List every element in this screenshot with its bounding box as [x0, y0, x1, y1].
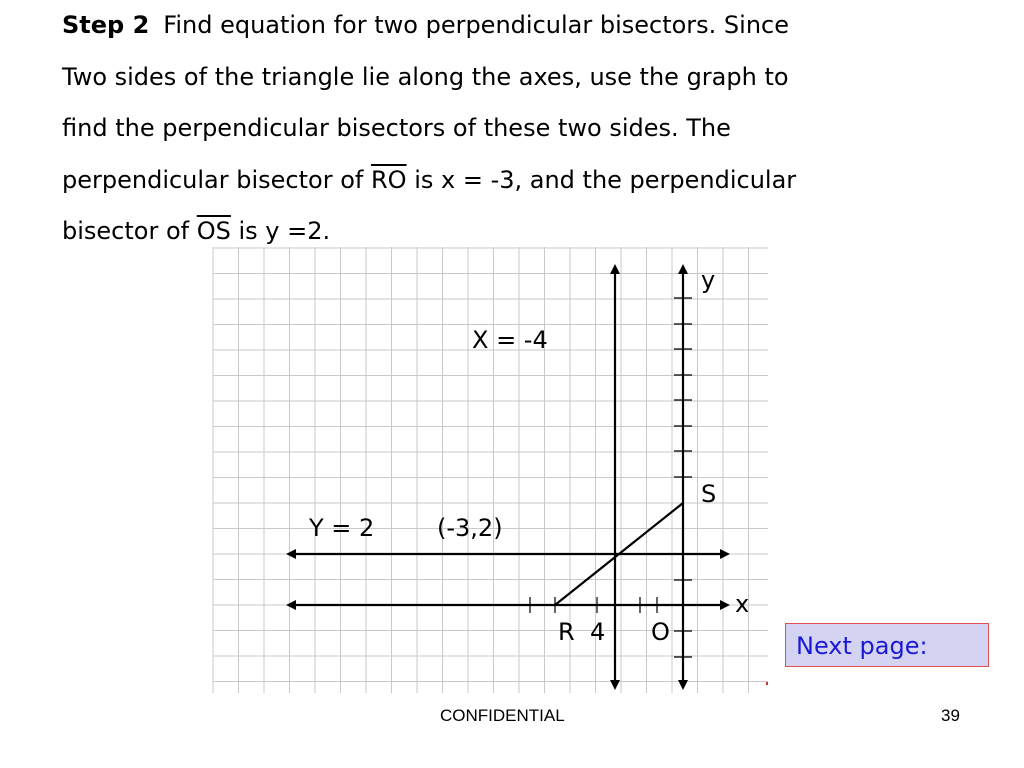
segment-os: $\overline{OS}$ — [196, 217, 231, 245]
next-page-button[interactable]: Next page: — [785, 623, 989, 667]
text-line-5-pre: bisector of — [62, 217, 197, 245]
arrow-right-bisector — [720, 549, 730, 559]
confidential-footer: CONFIDENTIAL — [440, 706, 565, 725]
text-line-2: Two sides of the triangle lie along the axes, use the graph to — [62, 62, 789, 91]
text-line-4-post: is x = -3, and the perpendicular — [406, 165, 797, 194]
arrow-up-y-axis — [678, 264, 688, 274]
segment-ro: $\overline{RO}$ — [370, 165, 407, 194]
text-line-1-body: Find equation for two perpendicular bisectors. Since — [163, 11, 790, 39]
label-point-o: O — [651, 618, 670, 646]
arrow-down-y-axis — [678, 680, 688, 690]
page-number: 39 — [941, 706, 960, 725]
red-mark — [766, 682, 768, 685]
step-label: Step 2 — [62, 11, 150, 39]
label-number-4: 4 — [590, 618, 606, 646]
label-x-eq-minus-4: X = -4 — [472, 326, 548, 354]
arrow-up-bisector — [610, 264, 620, 274]
label-y-eq-2: Y = 2 — [309, 514, 375, 542]
label-point-r: R — [558, 618, 575, 646]
label-intersection-point: (-3,2) — [437, 514, 503, 542]
arrow-left-x-axis — [286, 600, 296, 610]
text-line-3: find the perpendicular bisectors of these two sides. The — [62, 114, 731, 142]
text-line-5-post: is y =2. — [230, 217, 331, 245]
text-line-4-pre: perpendicular bisector of — [62, 165, 371, 194]
arrow-left-bisector — [286, 549, 296, 559]
arrow-down-bisector — [610, 680, 620, 690]
label-y-axis: y — [701, 266, 716, 294]
label-x-axis: x — [735, 590, 750, 618]
arrow-right-x-axis — [720, 600, 730, 610]
label-point-s: S — [701, 480, 717, 508]
grid — [213, 247, 768, 693]
